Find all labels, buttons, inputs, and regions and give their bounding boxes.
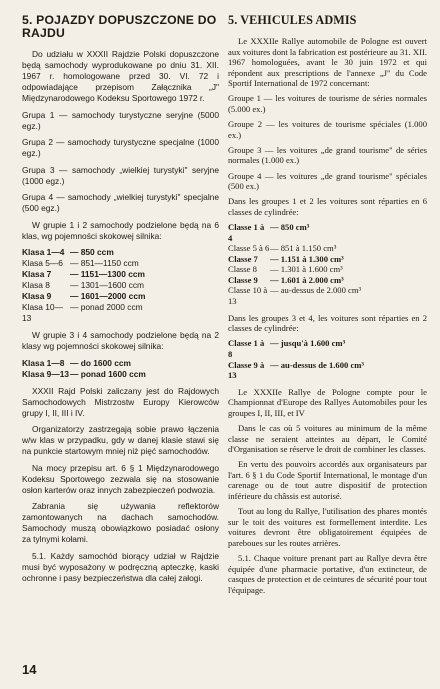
page-number: 14 xyxy=(22,662,37,677)
group-2-french: Groupe 2 — les voitures de tourisme spéciales (1.000 ex.) xyxy=(228,119,427,140)
section-5-1-french: 5.1. Chaque voiture prenant part au Rallye devra être équipée d'une pharmacie portative, d'un extincteur, de casques de protection et de ceintures de sécurité pour tout l'équipage. xyxy=(228,553,427,595)
group-3-polish: Grupa 3 — samochody „wielkiej turystyki" seryjne (1000 egz.) xyxy=(22,164,219,186)
intro-polish: Do udziału w XXXII Rajdzie Polski dopuszczone będą samochody wyprodukowane po dniu 31. XII. 1967 r. homologowane przed 30. VI. 72 i odpowiadające przepisom Załącznika „J" Międzynarodowego Kodeksu Sportowego 1972 r. xyxy=(22,49,219,103)
section-5-1-polish: 5.1. Każdy samochód biorący udział w Rajdzie musi być wyposażony w podręczną apteczkę, kaski ochronne i pasy bezpieczeństwa dla całej załogi. xyxy=(22,550,219,583)
group-3-french: Groupe 3 — les voitures „de grand tourisme" de séries normales (1.000 ex.) xyxy=(228,144,427,166)
table-row: Klasa 1—8 — do 1600 ccm xyxy=(22,357,131,368)
table-row: Klasa 5—6 — 851—1150 ccm xyxy=(22,258,139,268)
class-table-12-polish xyxy=(22,247,219,324)
table-row: Classe 5 à 6 — 851 à 1.150 cm³ xyxy=(228,243,337,254)
organizers-french: Dans le cas où 5 voitures au minimum de la même classe ne seraient atteintes au départ, le Comité d'Organisation se réserve le droit de combiner les classes. xyxy=(228,423,427,455)
table-row: Classe 9 à 13 — au-dessus de 1.600 cm³ xyxy=(228,359,365,381)
class-table-34-polish xyxy=(22,358,219,380)
table-row: Klasa 10—13 — ponad 2000 ccm xyxy=(22,302,143,323)
group-1-polish: Grupa 1 — samochody turystyczne seryjne (5000 egz.) xyxy=(22,109,219,131)
groups12-text-french: Dans les groupes 1 et 2 les voitures sont réparties en 6 classes de cylindrée: xyxy=(228,196,427,217)
table-row: Klasa 7 — 1151—1300 ccm xyxy=(22,269,145,279)
heading-french: 5. VEHICULES ADMIS xyxy=(228,13,357,27)
french-column xyxy=(228,14,427,600)
table-row: Klasa 8 — 1301—1600 ccm xyxy=(22,280,145,290)
groups12-text-polish: W grupie 1 i 2 samochody podzielone będą na 6 klas, wg pojemności skokowej silnika: xyxy=(22,219,219,241)
championship-french: Le XXXIIe Rallye de Pologne compte pour le Championnat d'Europe des Rallyes Automobiles pour les groupes I, II, III, et IV xyxy=(228,386,427,418)
code-polish: Na mocy przepisu art. 6 § 1 Międzynarodowego Kodeksu Sportowego zezwala się na stosowanie osłon karterów oraz innych zabezpieczeń podwozia. xyxy=(22,462,219,495)
table-row: Klasa 1—4 — 850 ccm xyxy=(22,247,114,257)
heading-polish: 5. POJAZDY DOPUSZCZONE DO RAJDU xyxy=(22,13,217,40)
class-table-34-french xyxy=(228,338,427,380)
table-row: Classe 8 — 1.301 à 1.600 cm³ xyxy=(228,264,343,275)
lights-polish: Zabrania się używania reflektorów zamontowanych na dachach samochodów. Samochody muszą obowiązkowo posiadać osłony za tylnymi kołami. xyxy=(22,501,219,544)
table-row: Classe 1 à 8 — jusqu'à 1.600 cm³ xyxy=(228,338,346,359)
group-4-polish: Grupa 4 — samochody „wielkiej turystyki" specjalne (500 egz.) xyxy=(22,192,219,213)
table-row: Klasa 9 — 1601—2000 ccm xyxy=(22,291,146,301)
table-row: Classe 7 — 1.151 à 1.300 cm³ xyxy=(228,253,344,264)
lights-french: Tout au long du Rallye, l'utilisation des phares montés sur le toit des voitures est formellement interdite. Les voitures devront être obligatoirement équipées de pareboues sur les routes arrières. xyxy=(228,506,427,548)
class-table-12-french xyxy=(228,222,427,307)
group-2-polish: Grupa 2 — samochody turystyczne specjalne (1000 egz.) xyxy=(22,137,219,158)
intro-french: Le XXXIIe Rallye automobile de Pologne est ouvert aux voitures dont la fabrication est postérieure au 31. XII. 1967 homologuées, avant le 30 juin 1972 et qui répondent aux prescriptions de l'annexe „J" du Code Sportif International de 1972 concernant: xyxy=(228,36,427,89)
polish-column xyxy=(22,14,219,589)
groups34-text-polish: W grupie 3 i 4 samochody podzielone będą na 2 klasy wg pojemności skokowej silnika: xyxy=(22,330,219,351)
organizers-polish: Organizatorzy zastrzegają sobie prawo łączenia w/w klas w przypadku, gdy w danej klasie stawi się na punkcie startowym mniej niż pięć samochodów. xyxy=(22,424,219,456)
table-row: Klasa 9—13 — ponad 1600 ccm xyxy=(22,368,146,379)
table-row: Classe 9 — 1.601 à 2.000 cm³ xyxy=(228,274,344,285)
group-4-french: Groupe 4 — les voitures „de grand tourisme" spéciales (500 ex.) xyxy=(228,170,427,192)
groups34-text-french: Dans les groupes 3 et 4, les voitures sont réparties en 2 classes de cylindrée: xyxy=(228,312,427,334)
group-1-french: Groupe 1 — les voitures de tourisme de séries normales (5.000 ex.) xyxy=(228,93,427,115)
code-french: En vertu des pouvoirs accordés aux organisateurs par l'art. 6 § 1 du Code Sportif International, le montage d'un carenage ou de tout autre dispositif de protection inférieure du châssis est autorisé. xyxy=(228,459,427,502)
table-row: Classe 10 à 13 — au-dessus de 2.000 cm³ xyxy=(228,285,362,307)
championship-polish: XXXII Rajd Polski zaliczany jest do Rajdowych Samochodowych Mistrzostw Europy Kierowców grupy I, II, III i IV. xyxy=(22,385,219,418)
table-row: Classe 1 à 4 — 850 cm³ xyxy=(228,221,310,243)
